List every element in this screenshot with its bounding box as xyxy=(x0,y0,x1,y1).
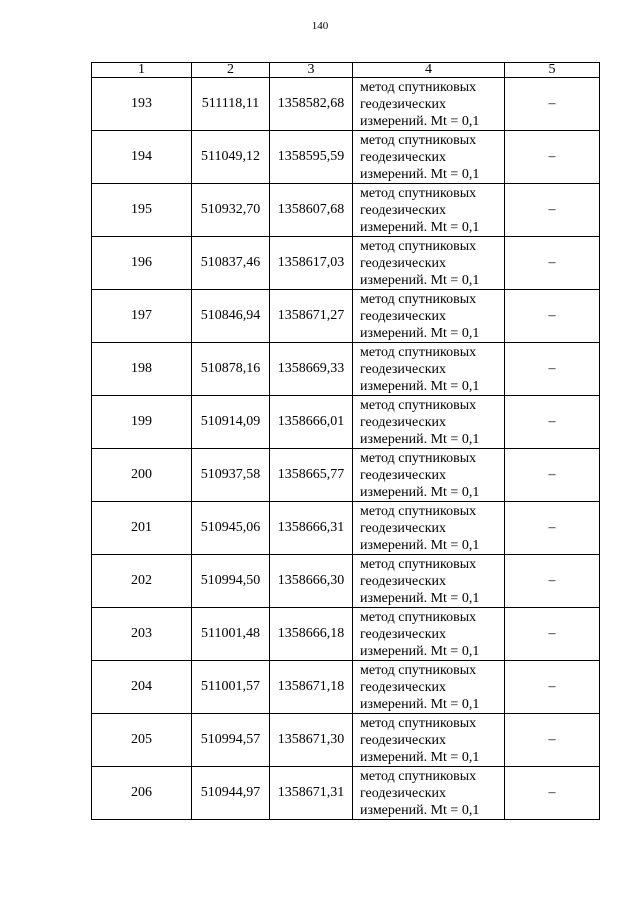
coordinate-x-cell: 510945,06 xyxy=(192,502,270,555)
coordinate-x-cell: 511001,57 xyxy=(192,661,270,714)
coordinate-x-cell: 510994,57 xyxy=(192,714,270,767)
method-line: метод спутниковых xyxy=(360,397,477,413)
point-number-cell: 202 xyxy=(92,555,192,608)
point-number-cell: 205 xyxy=(92,714,192,767)
method-cell xyxy=(353,714,505,767)
point-number-cell: 201 xyxy=(92,502,192,555)
method-line: измерений. Mt = 0,1 xyxy=(360,537,480,553)
method-line: метод спутниковых xyxy=(360,662,477,678)
point-number-cell: 197 xyxy=(92,290,192,343)
method-line: геодезических xyxy=(360,361,447,377)
note-cell: – xyxy=(505,290,600,343)
method-line: метод спутниковых xyxy=(360,132,477,148)
column-header-2: 2 xyxy=(192,63,270,78)
coordinate-y-cell: 1358671,31 xyxy=(270,767,353,820)
table-row xyxy=(92,396,600,449)
note-cell: – xyxy=(505,78,600,131)
table-row xyxy=(92,290,600,343)
method-line: метод спутниковых xyxy=(360,556,477,572)
column-header-5: 5 xyxy=(505,63,600,78)
method-line: измерений. Mt = 0,1 xyxy=(360,166,480,182)
note-cell: – xyxy=(505,343,600,396)
point-number-cell: 193 xyxy=(92,78,192,131)
column-header-4: 4 xyxy=(353,63,505,78)
note-cell: – xyxy=(505,502,600,555)
method-line: метод спутниковых xyxy=(360,79,477,95)
table-row xyxy=(92,131,600,184)
method-line: измерений. Mt = 0,1 xyxy=(360,749,480,765)
coordinate-x-cell: 510846,94 xyxy=(192,290,270,343)
table-row xyxy=(92,184,600,237)
coordinate-y-cell: 1358666,01 xyxy=(270,396,353,449)
method-line: метод спутниковых xyxy=(360,503,477,519)
method-line: измерений. Mt = 0,1 xyxy=(360,378,480,394)
method-line: измерений. Mt = 0,1 xyxy=(360,484,480,500)
table-row xyxy=(92,555,600,608)
method-line: измерений. Mt = 0,1 xyxy=(360,696,480,712)
method-line: метод спутниковых xyxy=(360,238,477,254)
header-row xyxy=(92,63,600,78)
coordinates-table xyxy=(91,62,600,820)
method-cell xyxy=(353,608,505,661)
point-number-cell: 204 xyxy=(92,661,192,714)
coordinate-x-cell: 511118,11 xyxy=(192,78,270,131)
column-header-1: 1 xyxy=(92,63,192,78)
method-cell xyxy=(353,237,505,290)
note-cell: – xyxy=(505,767,600,820)
method-line: геодезических xyxy=(360,467,447,483)
coordinate-x-cell: 510937,58 xyxy=(192,449,270,502)
coordinate-y-cell: 1358666,31 xyxy=(270,502,353,555)
point-number-cell: 206 xyxy=(92,767,192,820)
coordinate-x-cell: 510994,50 xyxy=(192,555,270,608)
coordinate-y-cell: 1358666,18 xyxy=(270,608,353,661)
table-header xyxy=(92,63,600,78)
table-row xyxy=(92,608,600,661)
point-number-cell: 198 xyxy=(92,343,192,396)
coordinate-y-cell: 1358671,27 xyxy=(270,290,353,343)
column-header-3: 3 xyxy=(270,63,353,78)
method-line: метод спутниковых xyxy=(360,291,477,307)
table-row xyxy=(92,343,600,396)
coordinate-x-cell: 510944,97 xyxy=(192,767,270,820)
coordinate-y-cell: 1358617,03 xyxy=(270,237,353,290)
table-row xyxy=(92,661,600,714)
table-row xyxy=(92,767,600,820)
method-line: метод спутниковых xyxy=(360,185,477,201)
point-number-cell: 195 xyxy=(92,184,192,237)
table-row xyxy=(92,714,600,767)
method-line: измерений. Mt = 0,1 xyxy=(360,113,480,129)
method-cell xyxy=(353,131,505,184)
method-line: геодезических xyxy=(360,255,447,271)
coordinate-y-cell: 1358582,68 xyxy=(270,78,353,131)
point-number-cell: 203 xyxy=(92,608,192,661)
method-cell xyxy=(353,78,505,131)
coordinate-x-cell: 510878,16 xyxy=(192,343,270,396)
method-cell xyxy=(353,661,505,714)
method-line: измерений. Mt = 0,1 xyxy=(360,590,480,606)
method-cell xyxy=(353,502,505,555)
method-line: геодезических xyxy=(360,626,447,642)
method-line: геодезических xyxy=(360,149,447,165)
method-line: измерений. Mt = 0,1 xyxy=(360,802,480,818)
table-body xyxy=(92,78,600,820)
method-cell xyxy=(353,449,505,502)
method-cell xyxy=(353,555,505,608)
method-line: геодезических xyxy=(360,202,447,218)
coordinate-y-cell: 1358669,33 xyxy=(270,343,353,396)
method-line: геодезических xyxy=(360,414,447,430)
note-cell: – xyxy=(505,396,600,449)
method-cell xyxy=(353,396,505,449)
method-line: метод спутниковых xyxy=(360,344,477,360)
method-line: измерений. Mt = 0,1 xyxy=(360,643,480,659)
method-line: геодезических xyxy=(360,308,447,324)
page-number: 140 xyxy=(311,20,329,32)
coordinate-x-cell: 511001,48 xyxy=(192,608,270,661)
point-number-cell: 194 xyxy=(92,131,192,184)
table-row xyxy=(92,502,600,555)
method-cell xyxy=(353,767,505,820)
method-line: метод спутниковых xyxy=(360,768,477,784)
method-line: измерений. Mt = 0,1 xyxy=(360,272,480,288)
method-line: геодезических xyxy=(360,96,447,112)
coordinate-x-cell: 510932,70 xyxy=(192,184,270,237)
method-line: геодезических xyxy=(360,679,447,695)
note-cell: – xyxy=(505,184,600,237)
method-line: измерений. Mt = 0,1 xyxy=(360,219,480,235)
coordinate-x-cell: 511049,12 xyxy=(192,131,270,184)
method-cell xyxy=(353,184,505,237)
method-line: геодезических xyxy=(360,520,447,536)
note-cell: – xyxy=(505,661,600,714)
point-number-cell: 200 xyxy=(92,449,192,502)
note-cell: – xyxy=(505,237,600,290)
coordinate-y-cell: 1358666,30 xyxy=(270,555,353,608)
method-line: метод спутниковых xyxy=(360,715,477,731)
note-cell: – xyxy=(505,714,600,767)
point-number-cell: 199 xyxy=(92,396,192,449)
note-cell: – xyxy=(505,555,600,608)
table-row xyxy=(92,237,600,290)
method-line: геодезических xyxy=(360,732,447,748)
coordinate-y-cell: 1358671,18 xyxy=(270,661,353,714)
coordinate-x-cell: 510914,09 xyxy=(192,396,270,449)
note-cell: – xyxy=(505,449,600,502)
note-cell: – xyxy=(505,131,600,184)
method-line: измерений. Mt = 0,1 xyxy=(360,325,480,341)
table-row xyxy=(92,449,600,502)
method-line: геодезических xyxy=(360,573,447,589)
note-cell: – xyxy=(505,608,600,661)
coordinate-y-cell: 1358671,30 xyxy=(270,714,353,767)
coordinate-y-cell: 1358665,77 xyxy=(270,449,353,502)
coordinate-y-cell: 1358595,59 xyxy=(270,131,353,184)
coordinate-y-cell: 1358607,68 xyxy=(270,184,353,237)
method-line: метод спутниковых xyxy=(360,609,477,625)
method-cell xyxy=(353,343,505,396)
method-line: измерений. Mt = 0,1 xyxy=(360,431,480,447)
method-line: геодезических xyxy=(360,785,447,801)
method-line: метод спутниковых xyxy=(360,450,477,466)
method-cell xyxy=(353,290,505,343)
table-row xyxy=(92,78,600,131)
coordinate-x-cell: 510837,46 xyxy=(192,237,270,290)
point-number-cell: 196 xyxy=(92,237,192,290)
